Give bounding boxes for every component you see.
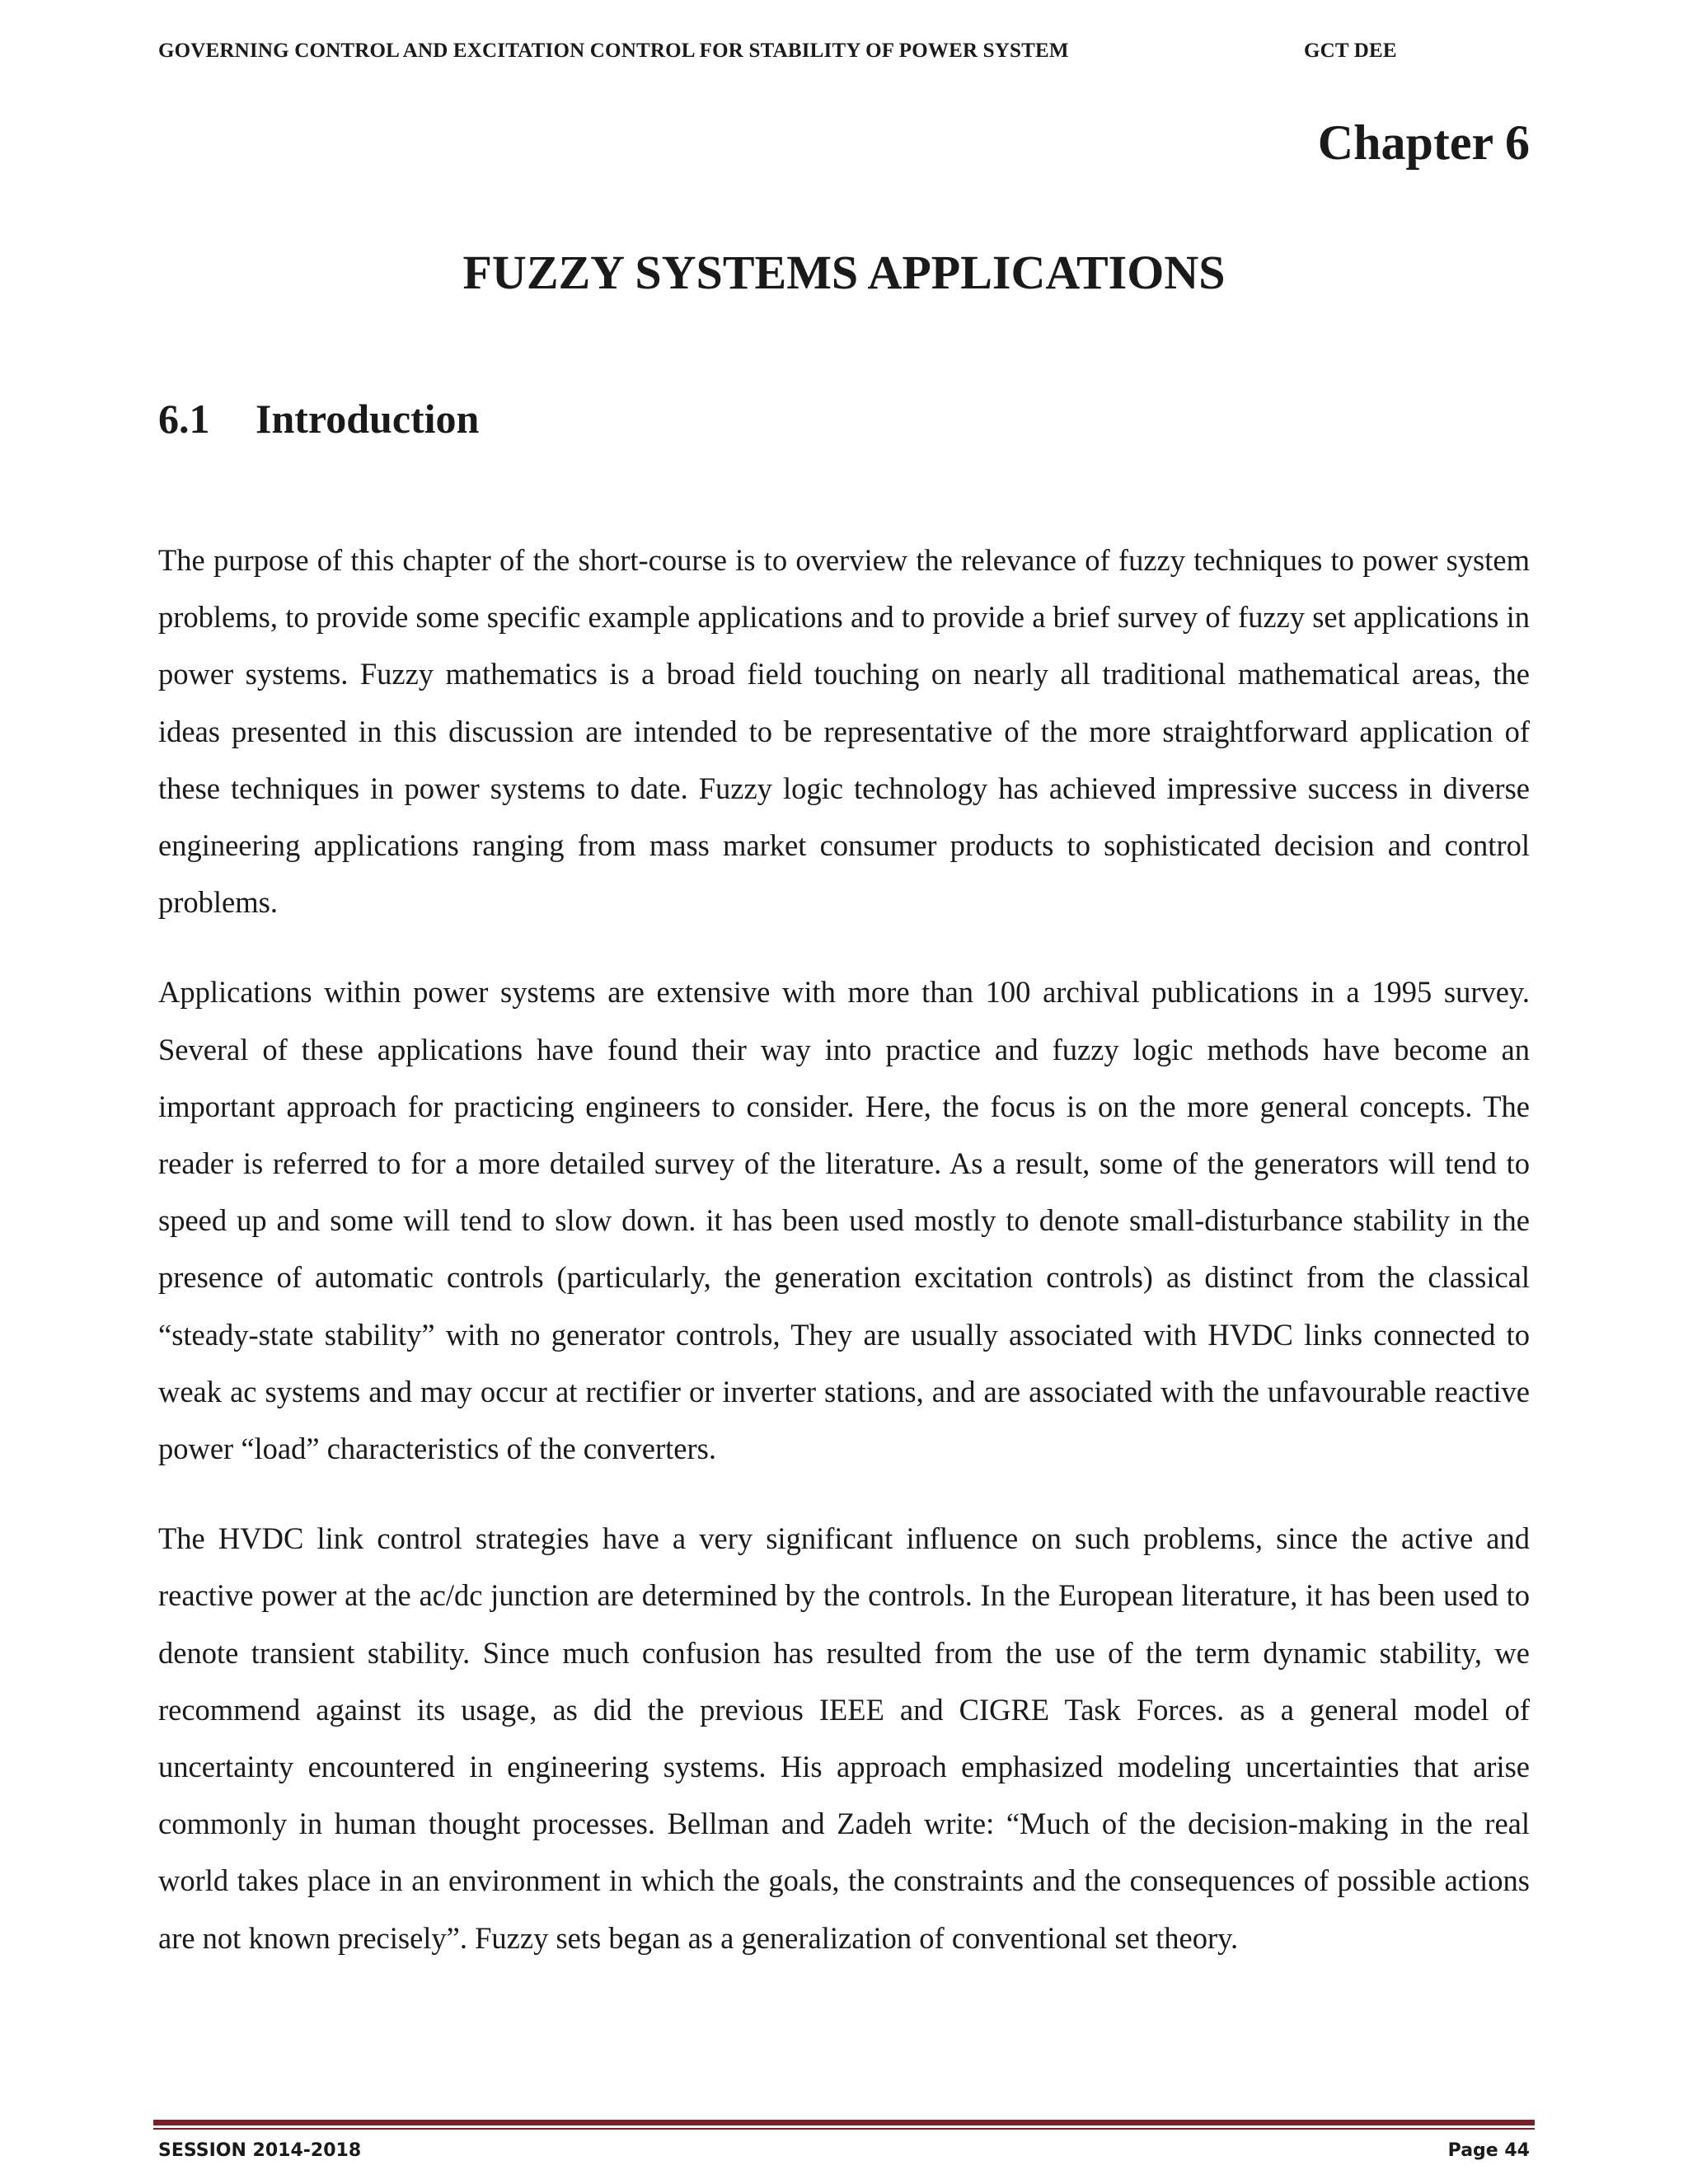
body-text [158,532,1530,1999]
footer-session: SESSION 2014-2018 [158,2140,362,2161]
footer-divider-thick [153,2120,1535,2125]
running-header-title: GOVERNING CONTROL AND EXCITATION CONTROL FOR STABILITY OF POWER SYSTEM [158,40,1069,62]
chapter-label: Chapter 6 [1317,115,1530,170]
paragraph: The purpose of this chapter of the short-course is to overview the relevance of fuzzy techniques to power system problems, to provide some specific example applications and to provide a brief survey of fuzzy set applications in power systems. Fuzzy mathematics is a broad field touching on nearly all traditional mathematical areas, the ideas presented in this discussion are intended to be representative of the more straightforward application of these techniques in power systems to date. Fuzzy logic technology has achieved impressive success in diverse engineering applications ranging from mass market consumer products to sophisticated decision and control problems. [158,543,1530,920]
section-title: Introduction [256,396,480,442]
running-header-department: GCT DEE [1304,40,1397,62]
section-number: 6.1 [158,396,210,442]
paragraph: The HVDC link control strategies have a very significant influence on such problems, since the active and reactive power at the ac/dc junction are determined by the controls. In the European literature, it has been used to denote transient stability. Since much confusion has resulted from the use of the term dynamic stability, we recommend against its usage, as did the previous IEEE and CIGRE Task Forces. as a general model of uncertainty encountered in engineering systems. His approach emphasized modeling uncertainties that arise commonly in human thought processes. Bellman and Zadeh write: “Much of the decision-making in the real world takes place in an environment in which the goals, the constraints and the consequences of possible actions are not known precisely”. Fuzzy sets began as a generalization of conventional set theory. [158,1521,1530,1955]
footer-divider [153,2120,1535,2130]
footer-divider-thin [153,2128,1535,2130]
chapter-title: FUZZY SYSTEMS APPLICATIONS [462,246,1226,299]
section-heading [158,394,479,443]
paragraph: Applications within power systems are extensive with more than 100 archival publications in a 1995 survey. Several of these applications have found their way into practice and fuzzy logic methods have become an important approach for practicing engineers to consider. Here, the focus is on the more general concepts. The reader is referred to for a more detailed survey of the literature. As a result, some of the generators will tend to speed up and some will tend to slow down. it has been used mostly to denote small-disturbance stability in the presence of automatic controls (particularly, the generation excitation controls) as distinct from the classical “steady-state stability” with no generator controls, They are usually associated with HVDC links connected to weak ac systems and may occur at rectifier or inverter stations, and are associated with the unfavourable reactive power “load” characteristics of the converters. [158,975,1530,1466]
footer-page-number: Page 44 [1447,2140,1530,2161]
